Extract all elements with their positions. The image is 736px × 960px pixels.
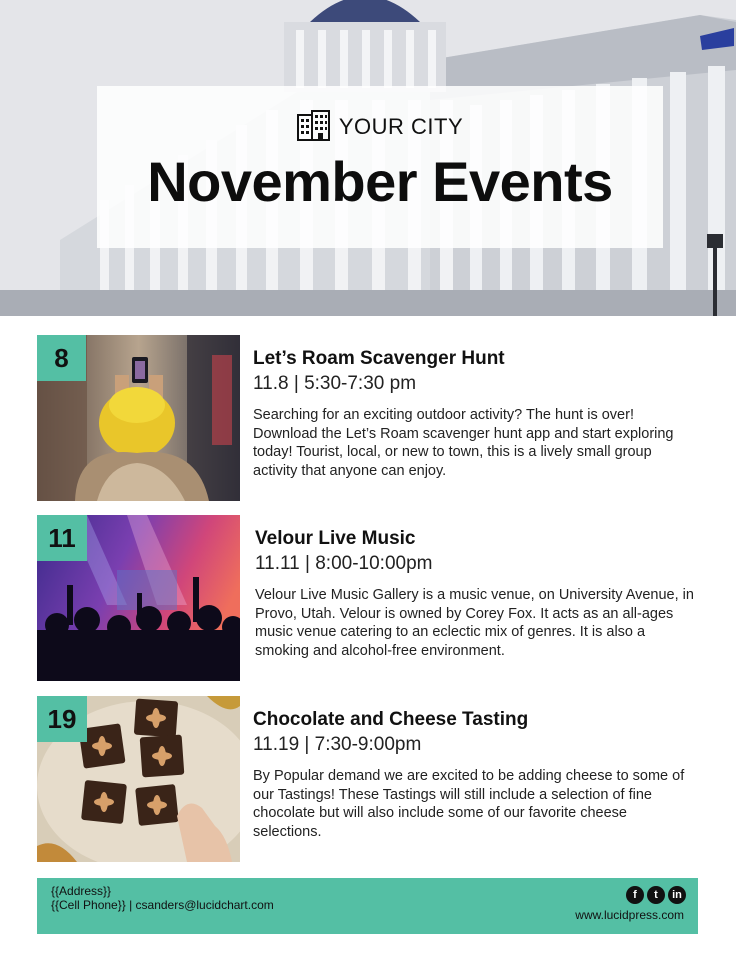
event-description: By Popular demand we are excited to be adding cheese to some of our Tastings! These Tastings will still include a selection of fine chocolate but will also include some of our favorite cheese selections. <box>253 768 685 840</box>
day-badge: 11 <box>37 515 87 561</box>
event-info <box>253 347 693 480</box>
day-badge: 8 <box>37 335 86 381</box>
event-card-scavenger-hunt <box>37 335 697 501</box>
city-row <box>97 110 663 144</box>
event-photo-scavenger-hunt <box>37 335 240 501</box>
page-title: November Events <box>147 150 613 213</box>
event-title: Velour Live Music <box>255 528 416 549</box>
event-photo-concert <box>37 515 240 681</box>
title-panel <box>97 86 663 248</box>
event-title: Chocolate and Cheese Tasting <box>253 709 529 730</box>
event-date-time: 11.19 | 7:30-9:00pm <box>253 734 422 755</box>
event-info <box>253 708 693 841</box>
building-icon <box>297 109 331 146</box>
footer <box>37 878 698 934</box>
facebook-icon[interactable]: f <box>626 886 644 904</box>
event-date-time: 11.11 | 8:00-10:00pm <box>255 553 433 574</box>
day-badge: 19 <box>37 696 87 742</box>
event-title: Let’s Roam Scavenger Hunt <box>253 348 505 369</box>
footer-address: {{Address}} <box>51 884 112 898</box>
event-info <box>255 527 695 660</box>
city-label: YOUR CITY <box>338 114 464 139</box>
hero-banner <box>0 0 736 316</box>
event-description: Searching for an exciting outdoor activity? The hunt is over! Download the Let’s Roam scavenger hunt app and start exploring today! Tourist, local, or new to town, this is a lively small group activity that anyone can enjoy. <box>253 407 674 479</box>
event-card-chocolate-cheese-tasting <box>37 696 697 862</box>
footer-contact: {{Cell Phone}} | csanders@lucidchart.com <box>51 898 274 912</box>
footer-website-link[interactable]: www.lucidpress.com <box>575 908 684 922</box>
event-photo-chocolate <box>37 696 240 862</box>
social-links <box>626 886 686 904</box>
event-description: Velour Live Music Gallery is a music venue, on University Avenue, in Provo, Utah. Velour is owned by Corey Fox. It acts as an all-ages music venue catering to an eclectic mix of genres. It is also a smoking and alcohol-free environment. <box>255 587 694 659</box>
event-card-velour-live-music <box>37 515 697 681</box>
linkedin-icon[interactable]: in <box>668 886 686 904</box>
event-date-time: 11.8 | 5:30-7:30 pm <box>253 373 417 394</box>
twitter-icon[interactable]: t <box>647 886 665 904</box>
